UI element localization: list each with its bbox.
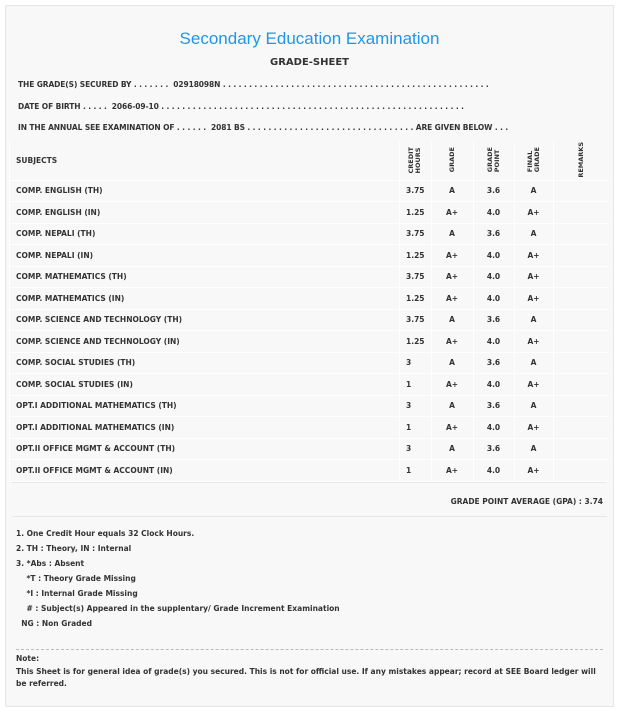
grade-point-cell: 4.0 <box>473 331 514 353</box>
table-row <box>10 374 610 396</box>
credit-hours-cell: 1 <box>400 417 432 439</box>
final-grade-cell: A <box>514 180 553 202</box>
grade-cell: A+ <box>431 374 473 396</box>
page-subtitle: GRADE-SHEET <box>270 57 349 68</box>
grade-point-cell: 4.0 <box>473 374 514 396</box>
remarks-cell <box>553 438 609 460</box>
remarks-cell <box>553 223 609 245</box>
header-subjects: SUBJECTS <box>10 142 400 180</box>
grade-point-cell: 3.6 <box>473 309 514 331</box>
grade-sheet <box>5 5 614 707</box>
grade-point-cell: 3.6 <box>473 223 514 245</box>
subject-cell: COMP. ENGLISH (IN) <box>10 202 400 224</box>
exam-line: IN THE ANNUAL SEE EXAMINATION OF . . . . . . 2081 BS . . . . . . . . . . . . . . . . . . . . . . . . . . . . . . . . ARE GIVEN BELOW . . . <box>18 123 509 132</box>
subject-cell: COMP. MATHEMATICS (IN) <box>10 288 400 310</box>
grade-cell: A <box>431 352 473 374</box>
remarks-cell <box>553 245 609 267</box>
grade-cell: A+ <box>431 288 473 310</box>
disclaimer <box>16 653 601 691</box>
gpa-value: GRADE POINT AVERAGE (GPA) : 3.74 <box>450 497 603 506</box>
credit-hours-cell: 3 <box>400 395 432 417</box>
table-row <box>10 331 610 353</box>
credit-hours-cell: 3.75 <box>400 223 432 245</box>
final-grade-cell: A+ <box>514 417 553 439</box>
dashed-divider <box>16 649 603 650</box>
subject-cell: COMP. SCIENCE AND TECHNOLOGY (TH) <box>10 309 400 331</box>
table-row <box>10 438 610 460</box>
table-row <box>10 288 610 310</box>
grade-cell: A+ <box>431 266 473 288</box>
remarks-cell <box>553 352 609 374</box>
credit-hours-cell: 1 <box>400 374 432 396</box>
secured-by-line: THE GRADE(S) SECURED BY . . . . . . . 02918098N . . . . . . . . . . . . . . . . . . . . . . . . . . . . . . . . . . . . . . . . . . . . . . . . . . . <box>18 80 489 89</box>
grade-cell: A <box>431 395 473 417</box>
grade-point-cell: 3.6 <box>473 352 514 374</box>
remarks-cell <box>553 288 609 310</box>
subject-cell: OPT.II OFFICE MGMT & ACCOUNT (TH) <box>10 438 400 460</box>
final-grade-cell: A+ <box>514 288 553 310</box>
grades-table <box>9 142 609 482</box>
remarks-cell <box>553 395 609 417</box>
table-row <box>10 417 610 439</box>
divider <box>12 482 607 483</box>
remarks-cell <box>553 180 609 202</box>
note-item: # : Subject(s) Appeared in the supplentary/ Grade Increment Examination <box>16 604 340 613</box>
subject-cell: COMP. MATHEMATICS (TH) <box>10 266 400 288</box>
header-grade: GRADE <box>431 142 473 180</box>
credit-hours-cell: 1 <box>400 460 432 482</box>
table-row <box>10 180 610 202</box>
note-item: 1. One Credit Hour equals 32 Clock Hours. <box>16 529 195 538</box>
header-grade-point: GRADE POINT <box>473 142 514 180</box>
remarks-cell <box>553 266 609 288</box>
grade-point-cell: 4.0 <box>473 460 514 482</box>
table-row <box>10 245 610 267</box>
remarks-cell <box>553 417 609 439</box>
final-grade-cell: A+ <box>514 374 553 396</box>
grade-cell: A+ <box>431 460 473 482</box>
credit-hours-cell: 3.75 <box>400 266 432 288</box>
table-row <box>10 352 610 374</box>
final-grade-cell: A+ <box>514 245 553 267</box>
remarks-cell <box>553 460 609 482</box>
remarks-cell <box>553 202 609 224</box>
subject-cell: COMP. SOCIAL STUDIES (TH) <box>10 352 400 374</box>
credit-hours-cell: 3 <box>400 438 432 460</box>
table-header-row <box>10 142 610 180</box>
note-item: 3. *Abs : Absent <box>16 559 85 568</box>
header-final-grade: FINAL GRADE <box>514 142 553 180</box>
table-row <box>10 309 610 331</box>
grade-point-cell: 3.6 <box>473 438 514 460</box>
grade-point-cell: 3.6 <box>473 395 514 417</box>
table-row <box>10 202 610 224</box>
grade-cell: A+ <box>431 202 473 224</box>
dob-line: DATE OF BIRTH . . . . . 2066-09-10 . . . . . . . . . . . . . . . . . . . . . . . . . . . . . . . . . . . . . . . . . . . . . . . . . . . . . . . . . . <box>18 102 464 111</box>
table-row <box>10 266 610 288</box>
remarks-cell <box>553 374 609 396</box>
final-grade-cell: A+ <box>514 202 553 224</box>
remarks-cell <box>553 309 609 331</box>
header-remarks: REMARKS <box>553 142 609 180</box>
subject-cell: COMP. ENGLISH (TH) <box>10 180 400 202</box>
grade-cell: A+ <box>431 245 473 267</box>
grade-cell: A <box>431 180 473 202</box>
final-grade-cell: A <box>514 223 553 245</box>
final-grade-cell: A <box>514 352 553 374</box>
grade-point-cell: 4.0 <box>473 288 514 310</box>
final-grade-cell: A <box>514 438 553 460</box>
note-label: Note: <box>16 654 40 663</box>
note-item: NG : Non Graded <box>16 619 92 628</box>
credit-hours-cell: 1.25 <box>400 331 432 353</box>
table-row <box>10 460 610 482</box>
remarks-cell <box>553 331 609 353</box>
subject-cell: COMP. NEPALI (TH) <box>10 223 400 245</box>
grade-cell: A <box>431 309 473 331</box>
subject-cell: OPT.II OFFICE MGMT & ACCOUNT (IN) <box>10 460 400 482</box>
note-item: *I : Internal Grade Missing <box>16 589 138 598</box>
grade-cell: A+ <box>431 331 473 353</box>
credit-hours-cell: 1.25 <box>400 202 432 224</box>
grade-cell: A <box>431 438 473 460</box>
grade-point-cell: 4.0 <box>473 417 514 439</box>
final-grade-cell: A <box>514 309 553 331</box>
grade-cell: A+ <box>431 417 473 439</box>
credit-hours-cell: 3.75 <box>400 180 432 202</box>
subject-cell: COMP. SCIENCE AND TECHNOLOGY (IN) <box>10 331 400 353</box>
divider <box>12 516 607 517</box>
grade-point-cell: 4.0 <box>473 245 514 267</box>
final-grade-cell: A+ <box>514 460 553 482</box>
final-grade-cell: A <box>514 395 553 417</box>
subject-cell: COMP. SOCIAL STUDIES (IN) <box>10 374 400 396</box>
header-credit-hours: CREDIT HOURS <box>400 142 432 180</box>
note-text: This Sheet is for general idea of grade(s) you secured. This is not for official use. If any mistakes appear; record at SEE Board ledger will be referred. <box>16 666 596 688</box>
grade-cell: A <box>431 223 473 245</box>
subject-cell: OPT.I ADDITIONAL MATHEMATICS (IN) <box>10 417 400 439</box>
grade-point-cell: 4.0 <box>473 266 514 288</box>
grade-point-cell: 4.0 <box>473 202 514 224</box>
page-title: Secondary Education Examination <box>179 29 440 48</box>
table-row <box>10 223 610 245</box>
final-grade-cell: A+ <box>514 331 553 353</box>
grade-point-cell: 3.6 <box>473 180 514 202</box>
note-item: *T : Theory Grade Missing <box>16 574 136 583</box>
credit-hours-cell: 1.25 <box>400 288 432 310</box>
note-item: 2. TH : Theory, IN : Internal <box>16 544 132 553</box>
table-row <box>10 395 610 417</box>
credit-hours-cell: 3 <box>400 352 432 374</box>
credit-hours-cell: 1.25 <box>400 245 432 267</box>
subject-cell: OPT.I ADDITIONAL MATHEMATICS (TH) <box>10 395 400 417</box>
legend-notes <box>16 526 340 631</box>
subject-cell: COMP. NEPALI (IN) <box>10 245 400 267</box>
credit-hours-cell: 3.75 <box>400 309 432 331</box>
final-grade-cell: A+ <box>514 266 553 288</box>
